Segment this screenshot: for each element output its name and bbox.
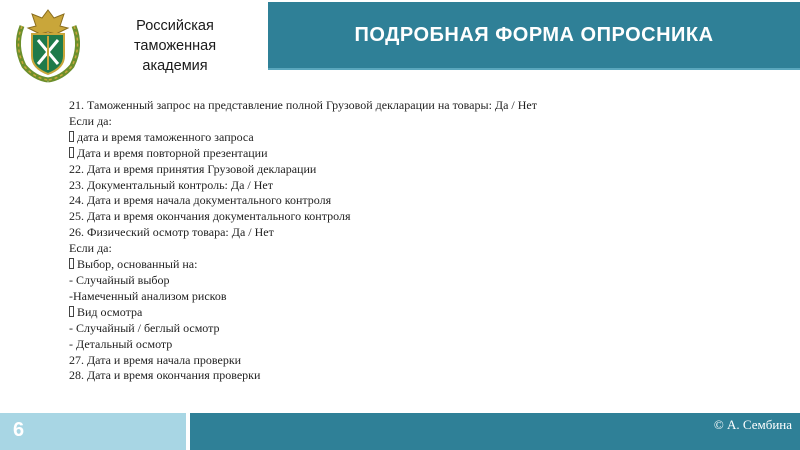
list-item xyxy=(69,337,669,353)
page-number: 6 xyxy=(13,419,25,441)
list-item-text: дата и время таможенного запроса xyxy=(77,129,254,144)
bullet-box-icon xyxy=(69,306,74,317)
footer-page-panel xyxy=(0,413,186,450)
list-item-text: 23. Документальный контроль: Да / Нет xyxy=(69,177,273,192)
list-item-text: 22. Дата и время принятия Грузовой декларации xyxy=(69,161,317,176)
list-item xyxy=(69,130,669,146)
slide-title: ПОДРОБНАЯ ФОРМА ОПРОСНИКА xyxy=(354,23,714,46)
list-item-text: 27. Дата и время начала проверки xyxy=(69,352,242,367)
list-item xyxy=(69,321,669,337)
list-item xyxy=(69,162,669,178)
list-item-text: Если да: xyxy=(69,241,112,256)
list-item xyxy=(69,178,669,194)
questionnaire-list xyxy=(69,98,669,384)
list-item-text: Вид осмотра xyxy=(77,304,143,319)
list-item-text: - Случайный выбор xyxy=(69,272,170,287)
list-item-text: 28. Дата и время окончания проверки xyxy=(69,368,261,383)
list-item xyxy=(69,225,669,241)
list-item-text: Выбор, основанный на: xyxy=(77,257,198,272)
list-item xyxy=(69,146,669,162)
title-bar xyxy=(268,2,800,70)
org-name-line: таможенная xyxy=(133,38,217,54)
customs-academy-emblem xyxy=(8,4,88,84)
list-item-text: - Случайный / беглый осмотр xyxy=(69,320,220,335)
list-item-text: - Детальный осмотр xyxy=(69,336,173,351)
list-item xyxy=(69,209,669,225)
bullet-box-icon xyxy=(69,147,74,158)
list-item xyxy=(69,114,669,130)
list-item xyxy=(69,193,669,209)
list-item-text: 25. Дата и время окончания документального контроля xyxy=(69,209,351,224)
bullet-box-icon xyxy=(69,131,74,142)
list-item-text: 21. Таможенный запрос на представление полной Грузовой декларации на товары: Да / Нет xyxy=(69,98,537,112)
list-item xyxy=(69,305,669,321)
list-item-text: 26. Физический осмотр товара: Да / Нет xyxy=(69,225,274,240)
list-item xyxy=(69,257,669,273)
list-item-text: Если да: xyxy=(69,113,112,128)
footer-bar xyxy=(190,413,800,450)
organization-name xyxy=(115,16,235,76)
list-item xyxy=(69,273,669,289)
list-item xyxy=(69,241,669,257)
org-name-line: Российская xyxy=(136,18,214,34)
list-item xyxy=(69,98,669,114)
list-item xyxy=(69,368,669,384)
list-item xyxy=(69,289,669,305)
copyright-text: © А. Сембина xyxy=(713,417,792,432)
list-item-text: 24. Дата и время начала документального контроля xyxy=(69,193,332,208)
bullet-box-icon xyxy=(69,258,74,269)
org-name-line: академия xyxy=(142,58,208,74)
list-item xyxy=(69,353,669,369)
list-item-text: -Намеченный анализом рисков xyxy=(69,288,227,303)
list-item-text: Дата и время повторной презентации xyxy=(77,145,268,160)
